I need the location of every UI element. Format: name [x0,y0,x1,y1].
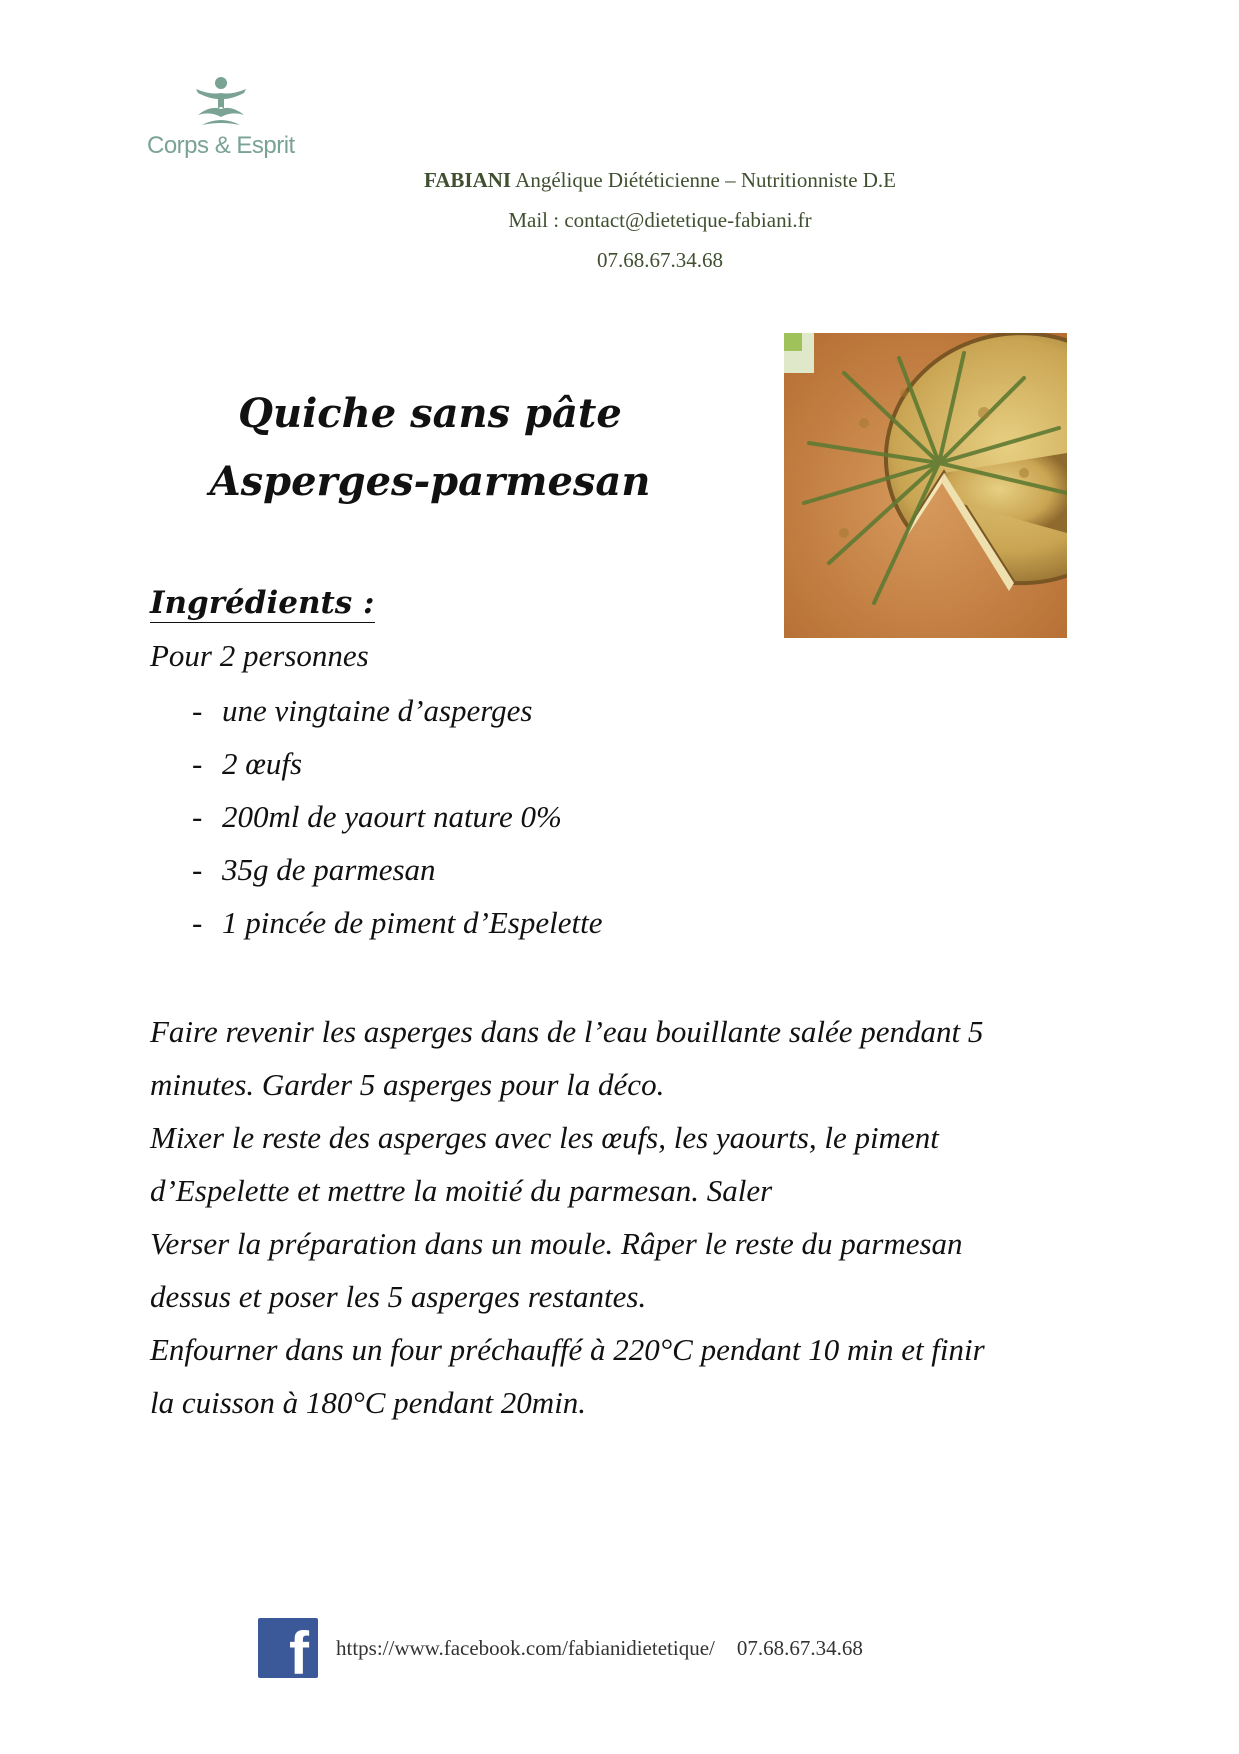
contact-phone: 07.68.67.34.68 [597,248,723,272]
ingredient-item: - 2 œufs [192,746,303,781]
recipe-title-line1: Quiche sans pâte [238,390,622,437]
instruction-line: Faire revenir les asperges dans de l’eau bouillante salée pendant 5 [150,1014,984,1049]
ingredients-heading: Ingrédients : [150,585,375,621]
recipe-title-line2: Asperges-parmesan [209,458,651,505]
instruction-line: dessus et poser les 5 asperges restantes. [150,1279,647,1314]
footer-phone: 07.68.67.34.68 [736,1635,863,1660]
instruction-line: Enfourner dans un four préchauffé à 220°C pendant 10 min et finir [150,1332,985,1367]
instruction-line: Mixer le reste des asperges avec les œufs, les yaourts, le piment [150,1120,939,1155]
instruction-line: d’Espelette et mettre la moitié du parmesan. Saler [150,1173,773,1208]
facebook-link[interactable]: https://www.facebook.com/fabianidietetique/ [336,1635,715,1660]
instruction-line: la cuisson à 180°C pendant 20min. [150,1385,587,1420]
quiche-photo [784,333,1067,638]
contact-mail: Mail : contact@dietetique-fabiani.fr [508,208,812,232]
logo-text: Corps & Esprit [147,132,295,159]
ingredient-item: - 35g de parmesan [192,852,436,887]
facebook-icon[interactable]: f [258,1618,318,1678]
lotus-figure-icon [190,75,252,131]
instruction-line: minutes. Garder 5 asperges pour la déco. [150,1067,665,1102]
recipe-title [170,380,690,516]
instruction-line: Verser la préparation dans un moule. Râper le reste du parmesan [150,1226,963,1261]
servings: Pour 2 personnes [150,638,369,673]
practitioner-name: FABIANI Angélique Diététicienne – Nutritionniste D.E [423,168,897,192]
instructions [150,1005,1110,1429]
logo [145,70,305,165]
ingredient-item: - 200ml de yaourt nature 0% [192,799,562,834]
ingredient-item: - une vingtaine d’asperges [192,693,533,728]
ingredient-item: - 1 pincée de piment d’Espelette [192,905,603,940]
footer [258,1617,863,1687]
ingredients-list [192,690,602,955]
mail-link[interactable]: : contact@dietetique-fabiani.fr [548,208,812,232]
contact-header [300,160,1020,280]
